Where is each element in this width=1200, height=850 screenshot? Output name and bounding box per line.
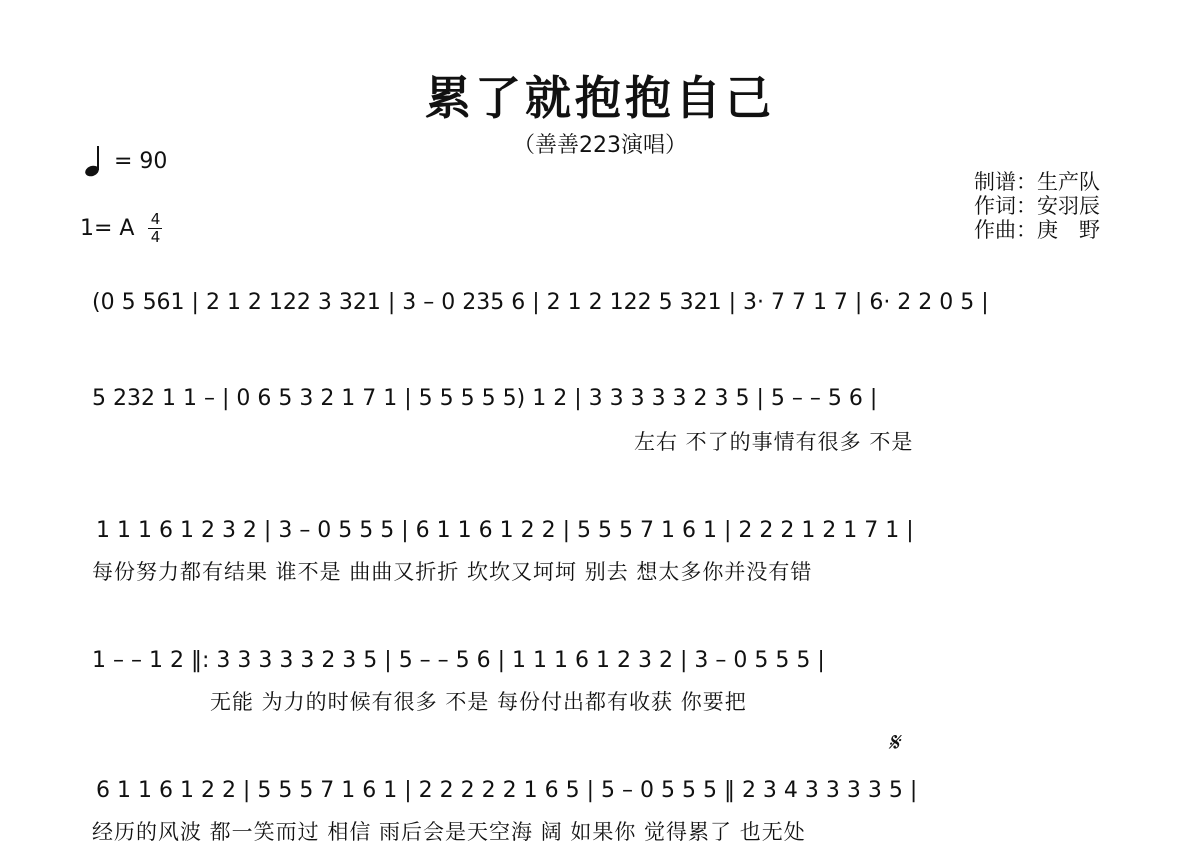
tempo-value: = 90: [114, 148, 168, 174]
row-lyrics: 无能 为力的时候有很多 不是 每份付出都有收获 你要把: [210, 690, 747, 714]
credit-composer: 作曲：庚 野: [974, 218, 1100, 242]
credit-lyricist: 作词：安羽辰: [974, 194, 1100, 218]
row-notes: 5 232 1 1 – | 0 6 5 3 2 1 7 1 | 5 5 5 5 5) 1 2 | 3 3 3 3 3 2 3 5 | 5 – – 5 6 |: [92, 386, 878, 411]
row-lyrics: 左右 不了的事情有很多 不是: [634, 430, 914, 454]
row-notes: 1 1 1 6 1 2 3 2 | 3 – 0 5 5 5 | 6 1 1 6 1 2 2 | 5 5 5 7 1 6 1 | 2 2 2 1 2 1 7 1 |: [96, 518, 914, 543]
row-notes: (0 5 561 | 2 1 2 122 3 321 | 3 – 0 235 6 | 2 1 2 122 5 321 | 3· 7 7 1 7 | 6· 2 2 0 5 |: [92, 290, 989, 315]
row-notes: 6 1 1 6 1 2 2 | 5 5 5 7 1 6 1 | 2 2 2 2 2 1 6 5 | 5 – 0 5 5 5 ‖ 2 3 4 3 3 3 3 5 |: [96, 778, 918, 803]
time-signature: [148, 212, 162, 245]
credit-arranger: 制谱：生产队: [974, 170, 1100, 194]
time-sig-top: 4: [150, 210, 161, 228]
credits: [974, 170, 1100, 242]
key-signature: [80, 212, 162, 245]
row-lyrics: 每份努力都有结果 谁不是 曲曲又折折 坎坎又坷坷 别去 想太多你并没有错: [92, 560, 813, 584]
row-lyrics: 经历的风波 都一笑而过 相信 雨后会是天空海 阔 如果你 觉得累了 也无处: [92, 820, 806, 844]
time-sig-bottom: 4: [150, 228, 161, 246]
song-subtitle: （善善223演唱）: [513, 133, 687, 158]
tempo-marking: [84, 144, 167, 178]
key-value: 1= A: [80, 216, 135, 241]
quarter-note-icon: [84, 144, 102, 178]
song-title: 累了就抱抱自己: [425, 71, 775, 125]
row-notes: 1 – – 1 2 ‖: 3 3 3 3 3 2 3 5 | 5 – – 5 6 | 1 1 1 6 1 2 3 2 | 3 – 0 5 5 5 |: [92, 648, 825, 673]
segno-sign: 𝄋: [888, 728, 900, 758]
